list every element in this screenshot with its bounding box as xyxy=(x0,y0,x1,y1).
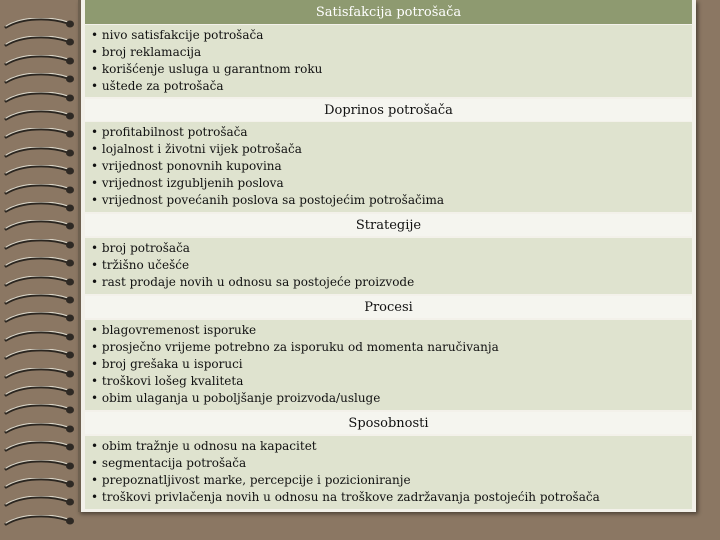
binder-ring xyxy=(2,496,74,508)
binder-ring xyxy=(2,92,74,104)
list-item: • prosječno vrijeme potrebno za isporuku od momenta naručivanja xyxy=(91,339,692,356)
list-item: • tržišno učešće xyxy=(91,257,692,274)
bullet-list xyxy=(91,240,692,291)
section-header-procesi: Procesi xyxy=(85,296,692,318)
list-item: • uštede za potrošača xyxy=(91,78,692,95)
binder-ring xyxy=(2,165,74,177)
bullet-list xyxy=(91,124,692,209)
binder-ring xyxy=(2,404,74,416)
list-item: • vrijednost povećanih poslova sa postojećim potrošačima xyxy=(91,192,692,209)
list-item: • vrijednost ponovnih kupovina xyxy=(91,158,692,175)
binder-ring xyxy=(2,202,74,214)
binder-ring xyxy=(2,239,74,251)
section-body-sposobnosti xyxy=(85,436,692,509)
notebook-page xyxy=(78,0,696,512)
binder-ring xyxy=(2,220,74,232)
binder-ring xyxy=(2,128,74,140)
bullet-list xyxy=(91,322,692,407)
list-item: • korišćenje usluga u garantnom roku xyxy=(91,61,692,78)
section-body-doprinos xyxy=(85,122,692,212)
list-item: • nivo satisfakcije potrošača xyxy=(91,27,692,44)
binder-ring xyxy=(2,18,74,30)
section-body-strategije xyxy=(85,238,692,294)
binder-ring xyxy=(2,460,74,472)
binder-ring xyxy=(2,110,74,122)
bullet-list xyxy=(91,438,692,506)
section-header-sposobnosti: Sposobnosti xyxy=(85,412,692,434)
section-header-satisfakcija: Satisfakcija potrošača xyxy=(85,0,692,24)
section-header-strategije: Strategije xyxy=(85,214,692,236)
binder-ring xyxy=(2,423,74,435)
list-item: • rast prodaje novih u odnosu sa postojeće proizvode xyxy=(91,274,692,291)
section-body-procesi xyxy=(85,320,692,410)
list-item: • broj reklamacija xyxy=(91,44,692,61)
binder-ring xyxy=(2,55,74,67)
binder-ring xyxy=(2,73,74,85)
section-body-satisfakcija xyxy=(85,25,692,97)
binder-ring xyxy=(2,478,74,490)
spiral-binding xyxy=(0,0,78,540)
binder-ring xyxy=(2,386,74,398)
list-item: • lojalnost i životni vijek potrošača xyxy=(91,141,692,158)
list-item: • broj potrošača xyxy=(91,240,692,257)
list-item: • profitabilnost potrošača xyxy=(91,124,692,141)
binder-ring xyxy=(2,349,74,361)
list-item: • obim tražnje u odnosu na kapacitet xyxy=(91,438,692,455)
section-header-doprinos: Doprinos potrošača xyxy=(85,99,692,121)
list-item: • obim ulaganja u poboljšanje proizvoda/usluge xyxy=(91,390,692,407)
list-item: • segmentacija potrošača xyxy=(91,455,692,472)
binder-ring xyxy=(2,515,74,527)
binder-ring xyxy=(2,147,74,159)
list-item: • vrijednost izgubljenih poslova xyxy=(91,175,692,192)
binder-ring xyxy=(2,312,74,324)
binder-ring xyxy=(2,257,74,269)
binder-ring xyxy=(2,184,74,196)
bullet-list xyxy=(91,27,692,95)
binder-ring xyxy=(2,441,74,453)
list-item: • broj grešaka u isporuci xyxy=(91,356,692,373)
binder-ring xyxy=(2,331,74,343)
binder-ring xyxy=(2,294,74,306)
binder-ring xyxy=(2,276,74,288)
list-item: • troškovi privlačenja novih u odnosu na troškove zadržavanja postojećih potrošača xyxy=(91,489,692,506)
binder-ring xyxy=(2,36,74,48)
binder-ring xyxy=(2,368,74,380)
list-item: • prepoznatljivost marke, percepcije i pozicioniranje xyxy=(91,472,692,489)
list-item: • troškovi lošeg kvaliteta xyxy=(91,373,692,390)
list-item: • blagovremenost isporuke xyxy=(91,322,692,339)
